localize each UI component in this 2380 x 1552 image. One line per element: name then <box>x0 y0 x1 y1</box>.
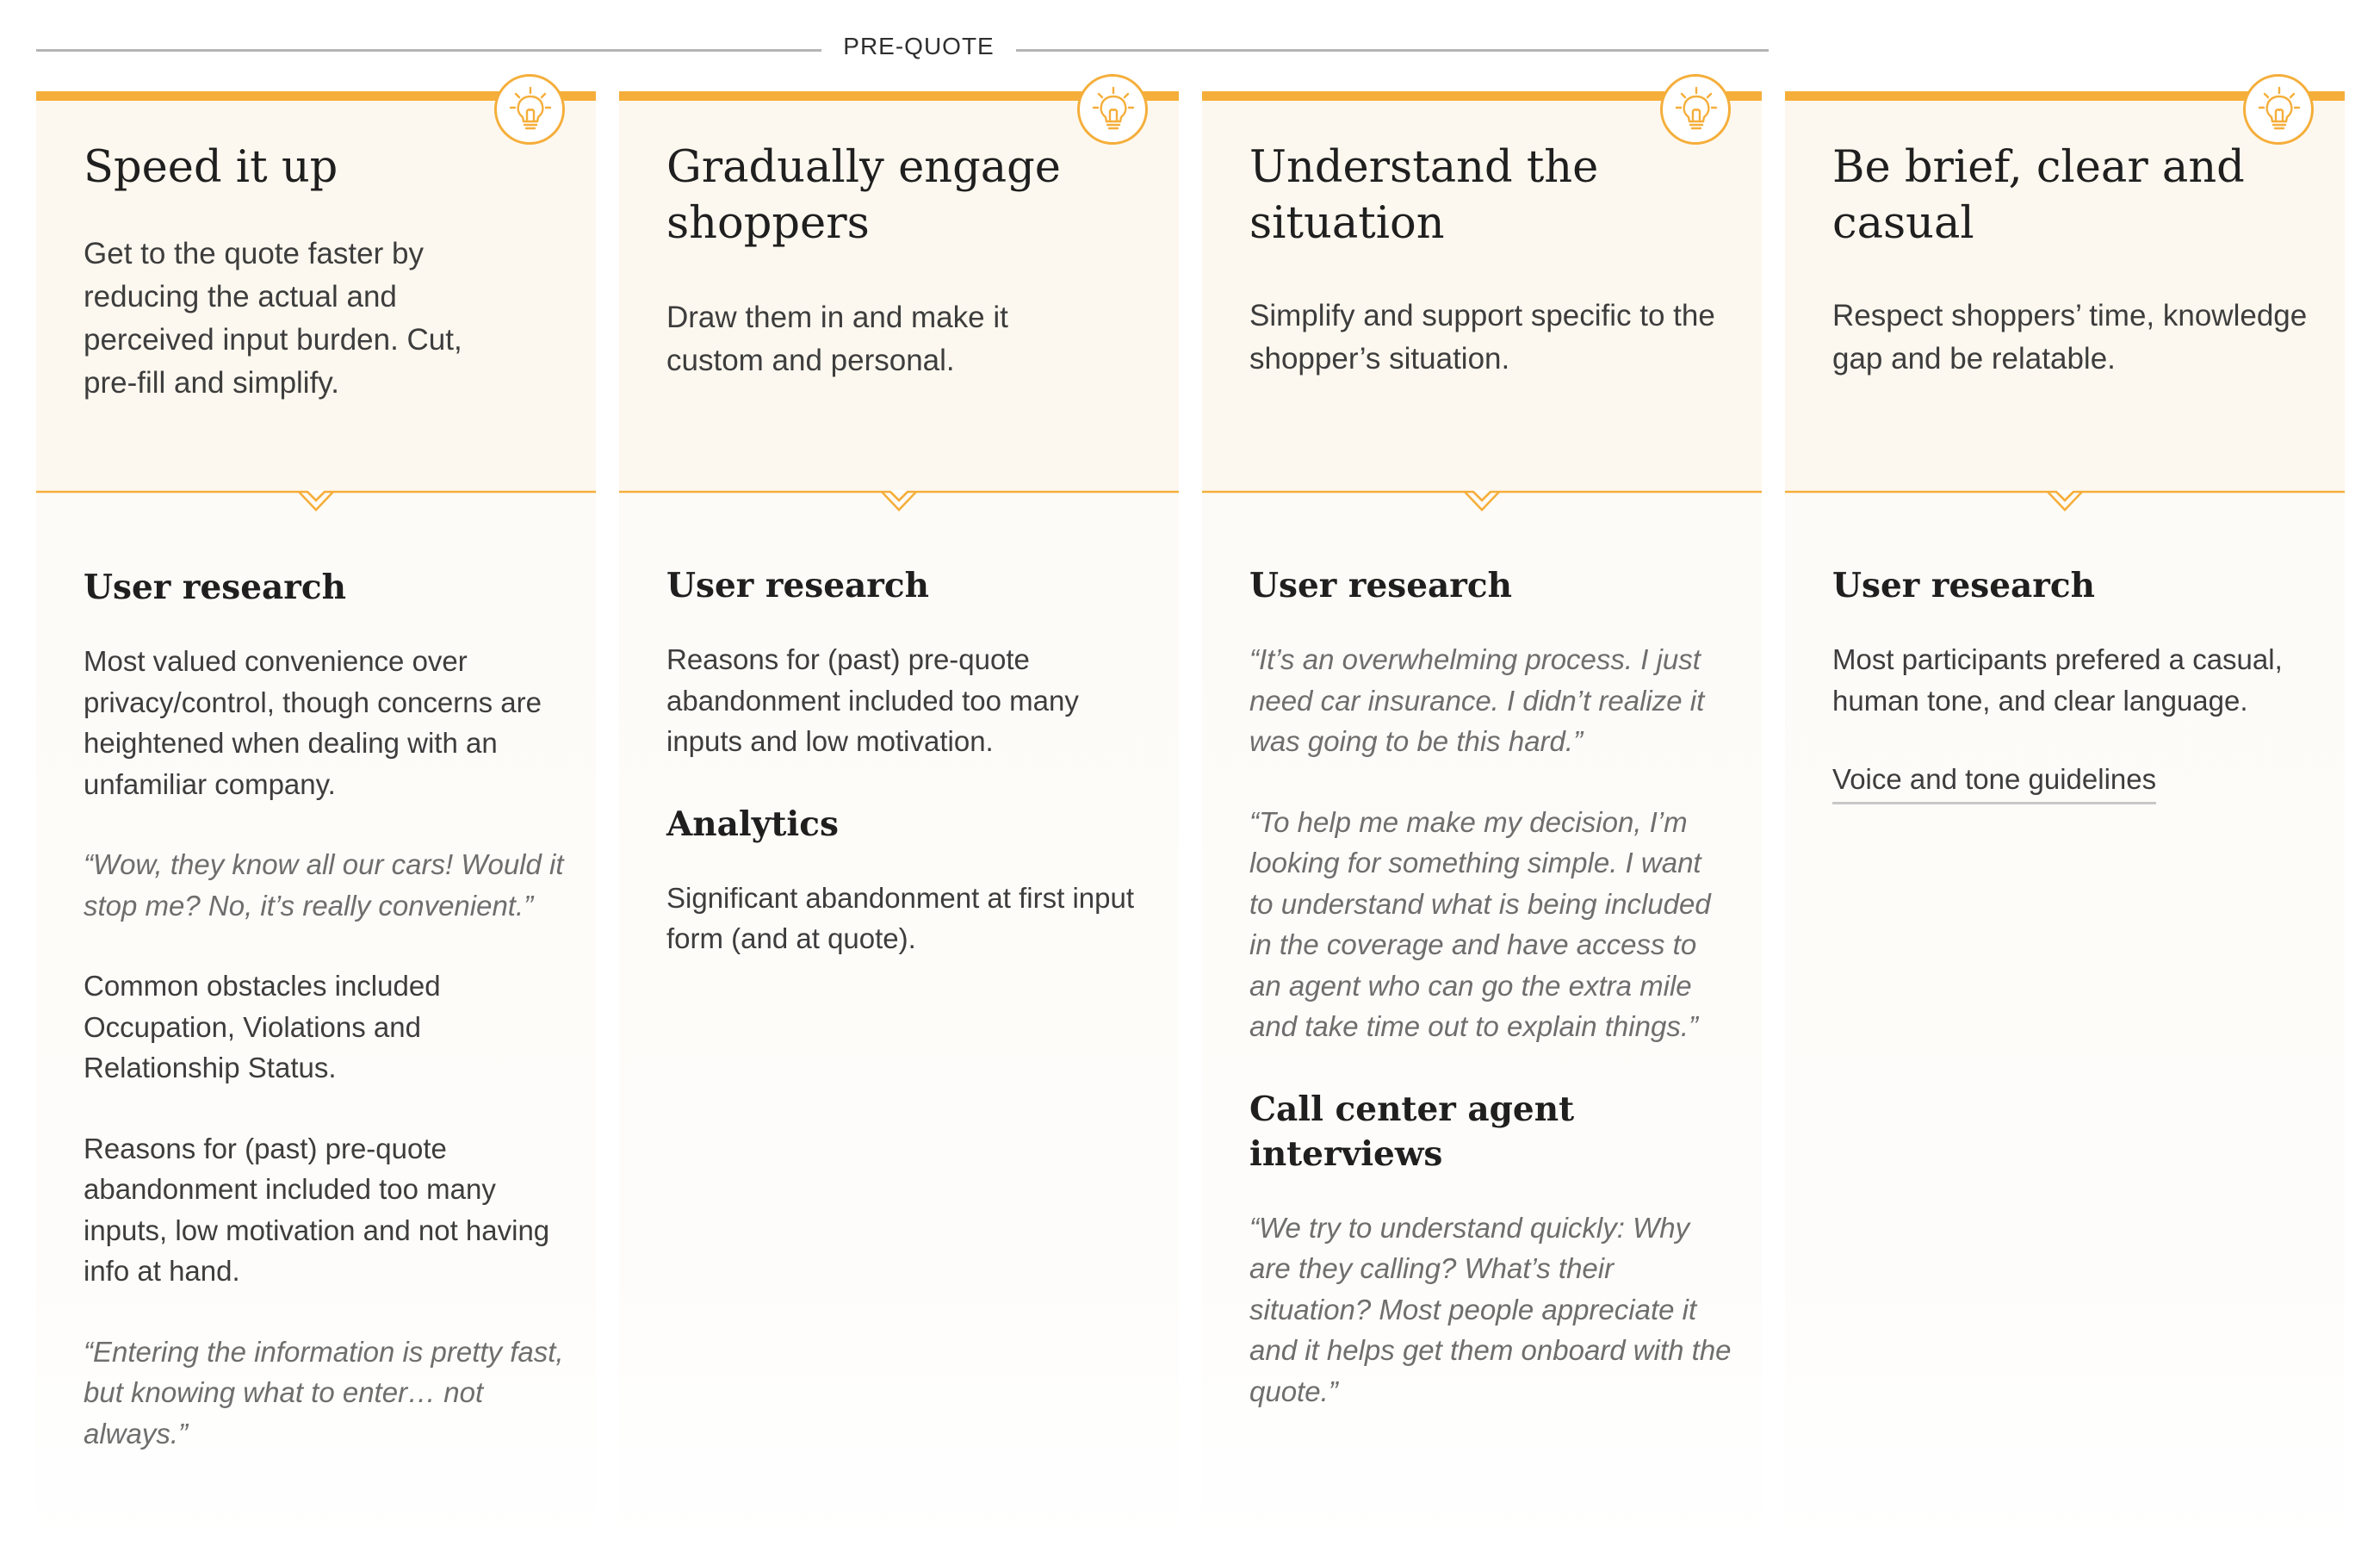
card-divider <box>1785 489 2345 515</box>
principle-card <box>1785 91 2345 1552</box>
phase-label: PRE-QUOTE <box>843 33 995 59</box>
research-quote: “Wow, they know all our cars! Would it stop me? No, it’s really convenient.” <box>84 848 564 922</box>
card-description: Respect shoppers’ time, knowledge gap and be relatable. <box>1832 299 2308 376</box>
research-finding: Reasons for (past) pre-quote abandonment included too many inputs and low motivation. <box>666 643 1079 757</box>
header-rule-right <box>1016 49 1769 52</box>
section-heading: User research <box>84 568 346 607</box>
card-title: Speed it up <box>84 142 338 193</box>
card-title: Understand the situation <box>1249 142 1599 249</box>
research-finding: Common obstacles included Occupation, Violations and Relationship Status. <box>84 970 441 1083</box>
lightbulb-icon <box>1077 74 1148 145</box>
lightbulb-icon <box>2243 74 2314 145</box>
principle-card <box>619 91 1179 1552</box>
research-findings <box>84 565 566 1493</box>
header-rule-left <box>36 49 821 52</box>
card-divider <box>619 489 1179 515</box>
section-heading: Analytics <box>666 804 839 844</box>
section-heading: User research <box>666 566 929 605</box>
research-quote: “Entering the information is pretty fast, but knowing what to enter… not always.” <box>84 1335 564 1450</box>
section-heading: User research <box>1249 566 1512 605</box>
card-divider <box>36 489 596 515</box>
research-finding: Most participants prefered a casual, human tone, and clear language. <box>1832 643 2283 717</box>
card-description: Simplify and support specific to the shopper’s situation. <box>1249 299 1715 376</box>
section-heading: Call center agent interviews <box>1249 1089 1575 1174</box>
research-findings <box>1832 563 2315 804</box>
research-findings <box>1249 563 1732 1451</box>
section-heading: User research <box>1832 566 2095 605</box>
research-finding: Reasons for (past) pre-quote abandonment included too many inputs, low motivation and not having info at hand. <box>84 1132 550 1287</box>
lightbulb-icon <box>494 74 565 145</box>
phase-header <box>36 26 1769 74</box>
lightbulb-icon <box>1660 74 1731 145</box>
card-description: Draw them in and make it custom and personal. <box>666 301 1008 377</box>
card-divider <box>1202 489 1762 515</box>
principle-card <box>1202 91 1762 1552</box>
voice-tone-guidelines-link[interactable]: Voice and tone guidelines <box>1832 760 2156 804</box>
card-title: Gradually engage shoppers <box>666 142 1061 249</box>
research-quote: “We try to understand quickly: Why are they calling? What’s their situation? Most people appreciate it and it helps get them onboard with the quote.” <box>1249 1211 1732 1407</box>
principle-card <box>36 91 596 1552</box>
card-title: Be brief, clear and casual <box>1832 142 2245 249</box>
principles-row <box>36 91 2344 1552</box>
research-finding: Most valued convenience over privacy/control, though concerns are heightened when dealing with an unfamiliar company. <box>84 645 542 800</box>
research-quote: “To help me make my decision, I’m looking for something simple. I want to understand what is being included in the coverage and have access to an agent who can go the extra mile and take time out to explain things.” <box>1249 805 1711 1042</box>
research-findings <box>666 563 1149 999</box>
research-quote: “It’s an overwhelming process. I just need car insurance. I didn’t realize it was going to be this hard.” <box>1249 643 1705 757</box>
card-description: Get to the quote faster by reducing the actual and perceived input burden. Cut, pre-fill and simplify. <box>84 237 462 400</box>
research-finding: Significant abandonment at first input form (and at quote). <box>666 881 1135 954</box>
